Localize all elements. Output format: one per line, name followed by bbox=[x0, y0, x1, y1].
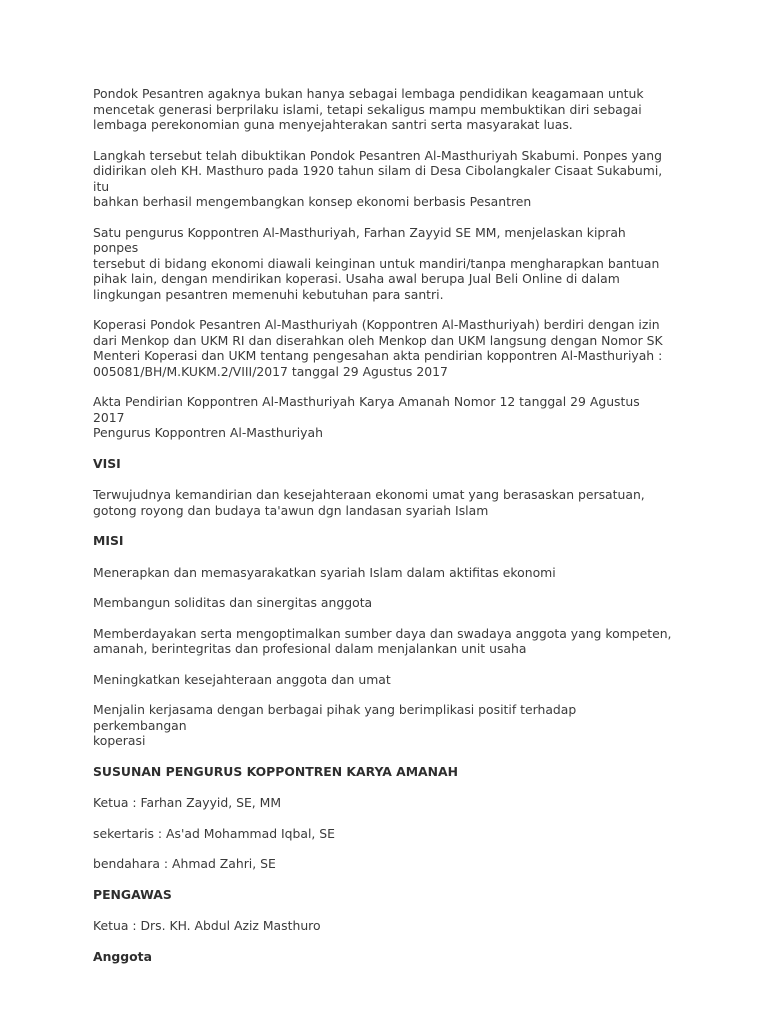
pengawas-heading: PENGAWAS bbox=[93, 886, 172, 902]
intro-paragraph-5: Akta Pendirian Koppontren Al-Masthuriyah Karya Amanah Nomor 12 tanggal 29 Agustus 2017 Pengurus Koppontren Al-Masthuriyah bbox=[93, 394, 640, 440]
intro-paragraph-4: Koperasi Pondok Pesantren Al-Masthuriyah (Koppontren Al-Masthuriyah) berdiri dengan izin dari Menkop dan UKM RI dan diserahkan oleh Menkop dan UKM langsung dengan Nomor SK Menteri Koperasi dan UKM tentang pengesahan akta pendirian koppontren Al-Masthuriyah : 005081/BH/M.KUKM.2/VIII/2017 tanggal 29 Agustus 2017 bbox=[93, 317, 663, 379]
misi-item-3: Memberdayakan serta mengoptimalkan sumber daya dan swadaya anggota yang kompeten, amanah, berintegritas dan profesional dalam menjalankan unit usaha bbox=[93, 625, 672, 656]
pengawas-ketua: Ketua : Drs. KH. Abdul Aziz Masthuro bbox=[93, 918, 321, 933]
misi-item-5: Menjalin kerjasama dengan berbagai pihak yang berimplikasi positif terhadap perkembangan koperasi bbox=[93, 702, 577, 748]
visi-heading: VISI bbox=[93, 455, 121, 471]
intro-paragraph-1: Pondok Pesantren agaknya bukan hanya sebagai lembaga pendidikan keagamaan untuk mencetak generasi berprilaku islami, tetapi sekaligus mampu membuktikan diri sebagai lembaga perekonomian guna menyejahterakan santri serta masyarakat luas. bbox=[93, 86, 644, 132]
pengurus-ketua: Ketua : Farhan Zayyid, SE, MM bbox=[93, 795, 282, 810]
intro-paragraph-2: Langkah tersebut telah dibuktikan Pondok Pesantren Al-Masthuriyah Skabumi. Ponpes yang didirikan oleh KH. Masthuro pada 1920 tahun silam di Desa Cibolangkaler Cisaat Sukabumi, itu bahkan berhasil mengembangkan konsep ekonomi berbasis Pesantren bbox=[93, 147, 663, 209]
pengurus-sekertaris: sekertaris : As'ad Mohammad Iqbal, SE bbox=[93, 825, 336, 841]
misi-item-1: Menerapkan dan memasyarakatkan syariah Islam dalam aktifitas ekonomi bbox=[93, 564, 556, 580]
pengurus-heading: SUSUNAN PENGURUS KOPPONTREN KARYA AMANAH bbox=[93, 763, 458, 779]
intro-paragraph-3: Satu pengurus Koppontren Al-Masthuriyah, Farhan Zayyid SE MM, menjelaskan kiprah ponpes tersebut di bidang ekonomi diawali keinginan untuk mandiri/tanpa mengharapkan bantuan pihak lain, dengan mendirikan koperasi. Usaha awal berupa Jual Beli Online di dalam lingkungan pesantren memenuhi kebutuhan para santri. bbox=[93, 224, 660, 302]
pengurus-bendahara: bendahara : Ahmad Zahri, SE bbox=[93, 856, 276, 871]
document-page bbox=[93, 86, 673, 980]
misi-item-2: Membangun soliditas dan sinergitas anggota bbox=[93, 595, 373, 610]
visi-text: Terwujudnya kemandirian dan kesejahteraan ekonomi umat yang berasaskan persatuan, gotong royong dan budaya ta'awun dgn landasan syariah Islam bbox=[93, 487, 645, 518]
anggota-heading: Anggota bbox=[93, 948, 152, 964]
misi-heading: MISI bbox=[93, 533, 124, 548]
misi-item-4: Meningkatkan kesejahteraan anggota dan umat bbox=[93, 671, 391, 687]
